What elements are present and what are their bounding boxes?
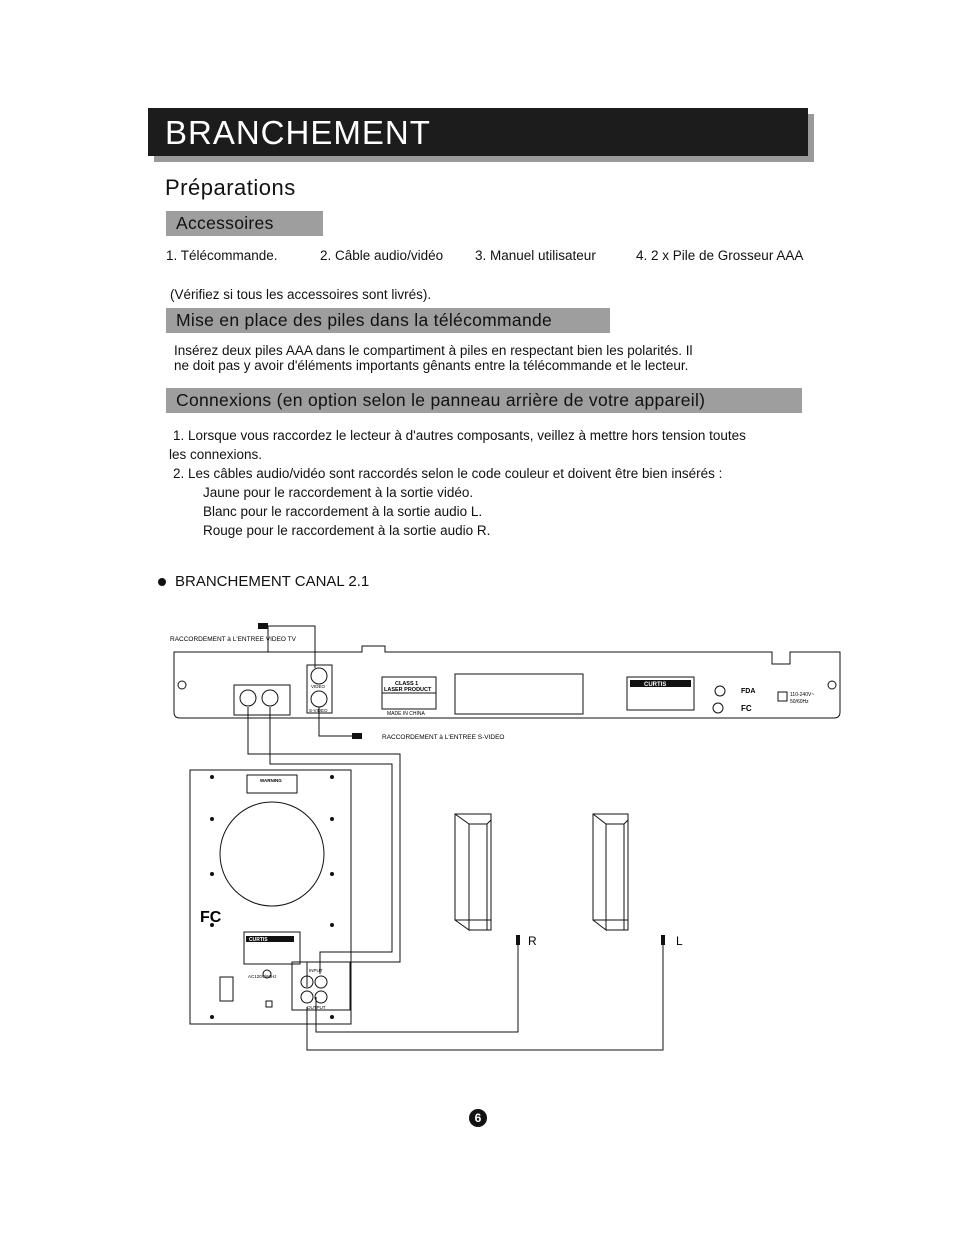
connections-indented: Blanc pour le raccordement à la sortie audio L. bbox=[203, 504, 483, 519]
speaker-right-label: R bbox=[528, 934, 537, 948]
sub-output-l bbox=[301, 991, 313, 1003]
accessories-note: (Vérifiez si tous les accessoires sont livrés). bbox=[170, 287, 432, 302]
fuse-icon bbox=[266, 1001, 272, 1007]
plug-l bbox=[661, 935, 665, 945]
sub-input-label: INPUT bbox=[309, 968, 323, 973]
page-number: 6 bbox=[469, 1109, 487, 1127]
sub-brand-name: CURTIS bbox=[249, 937, 268, 943]
speaker-cable-l bbox=[307, 945, 663, 1050]
page-title: BRANCHEMENT bbox=[165, 114, 431, 151]
accessories-heading: Accessoires bbox=[176, 213, 274, 233]
sub-output-r bbox=[315, 991, 327, 1003]
label-video-tv: RACCORDEMENT à L'ENTREE VIDEO TV bbox=[170, 636, 296, 643]
class1-line2: LASER PRODUCT bbox=[384, 687, 432, 693]
cert-icon bbox=[715, 686, 725, 696]
batteries-line: ne doit pas y avoir d'éléments importants gênants entre la télécommande et le lecteur. bbox=[174, 358, 689, 373]
batteries-line: Insérez deux piles AAA dans le compartiment à piles en respectant bien les polarités. Il bbox=[174, 343, 693, 358]
audio-out-l bbox=[240, 690, 256, 706]
voltage-line1: 110-240V~ bbox=[790, 692, 815, 698]
video-out-jack bbox=[311, 668, 327, 684]
section-title: Préparations bbox=[165, 175, 296, 200]
speaker-left bbox=[593, 814, 628, 930]
sub-ac-label: AC120V/60Hz bbox=[248, 974, 277, 979]
connections-bar bbox=[166, 388, 802, 413]
made-in: MADE IN CHINA bbox=[387, 711, 425, 717]
svideo-plug bbox=[352, 733, 362, 739]
video-port-label: VIDEO bbox=[311, 684, 326, 689]
accessory-item: 3. Manuel utilisateur bbox=[475, 248, 596, 263]
accessory-item: 4. 2 x Pile de Grosseur AAA bbox=[636, 248, 804, 263]
svideo-out-jack bbox=[311, 691, 327, 707]
connections-line: les connexions. bbox=[169, 447, 263, 462]
video-cable bbox=[268, 626, 315, 668]
plug-r bbox=[516, 935, 520, 945]
speaker-right bbox=[455, 814, 491, 930]
sub-fcc-mark: FC bbox=[200, 909, 222, 926]
connections-heading: Connexions (en option selon le panneau arrière de votre appareil) bbox=[176, 390, 706, 410]
sub-warning-label: WARNING bbox=[260, 778, 282, 783]
diagram-heading-row bbox=[158, 573, 369, 590]
compliance-label-box bbox=[455, 674, 583, 714]
speaker-left-label: L bbox=[676, 934, 683, 948]
speaker-cable-r bbox=[316, 945, 518, 1032]
connection-diagram bbox=[150, 612, 850, 1062]
power-switch bbox=[220, 977, 233, 1001]
accessory-item: 1. Télécommande. bbox=[166, 248, 278, 263]
label-svideo: RACCORDEMENT à L'ENTREE S-VIDEO bbox=[382, 734, 505, 741]
sub-input-r bbox=[315, 976, 327, 988]
fcc-mark: FC bbox=[741, 704, 752, 713]
subwoofer-panel bbox=[190, 770, 351, 1024]
batteries-heading: Mise en place des piles dans la télécommande bbox=[176, 310, 553, 330]
video-plug bbox=[258, 623, 268, 629]
audio-cable-r bbox=[270, 707, 392, 974]
voltage-line2: 50/60Hz bbox=[790, 699, 809, 705]
connections-line: 1. Lorsque vous raccordez le lecteur à d'autres composants, veillez à mettre hors tension toutes bbox=[173, 428, 746, 443]
etl-icon bbox=[713, 703, 723, 713]
batteries-bar bbox=[166, 308, 610, 333]
fda-mark: FDA bbox=[741, 688, 756, 695]
double-insulation-icon bbox=[778, 692, 787, 701]
audio-out-r bbox=[262, 690, 278, 706]
diagram-heading: BRANCHEMENT CANAL 2.1 bbox=[175, 573, 370, 590]
subwoofer-driver bbox=[220, 802, 324, 906]
video-out-block bbox=[307, 665, 332, 713]
svideo-port-label: S-VIDEO bbox=[309, 708, 328, 713]
connections-indented: Rouge pour le raccordement à la sortie audio R. bbox=[203, 523, 491, 538]
bullet-icon bbox=[158, 578, 166, 586]
sub-output-label: OUTPUT bbox=[307, 1005, 326, 1010]
connections-indented: Jaune pour le raccordement à la sortie vidéo. bbox=[203, 485, 474, 500]
class1-line1: CLASS 1 bbox=[395, 681, 419, 687]
accessory-item: 2. Câble audio/vidéo bbox=[320, 248, 444, 263]
panel-screw-left bbox=[178, 681, 186, 689]
accessories-bar bbox=[166, 211, 323, 236]
connections-line: 2. Les câbles audio/vidéo sont raccordés selon le code couleur et doivent être bien insérés : bbox=[173, 466, 723, 481]
brand-name: CURTIS bbox=[644, 682, 667, 688]
panel-screw-right bbox=[828, 681, 836, 689]
